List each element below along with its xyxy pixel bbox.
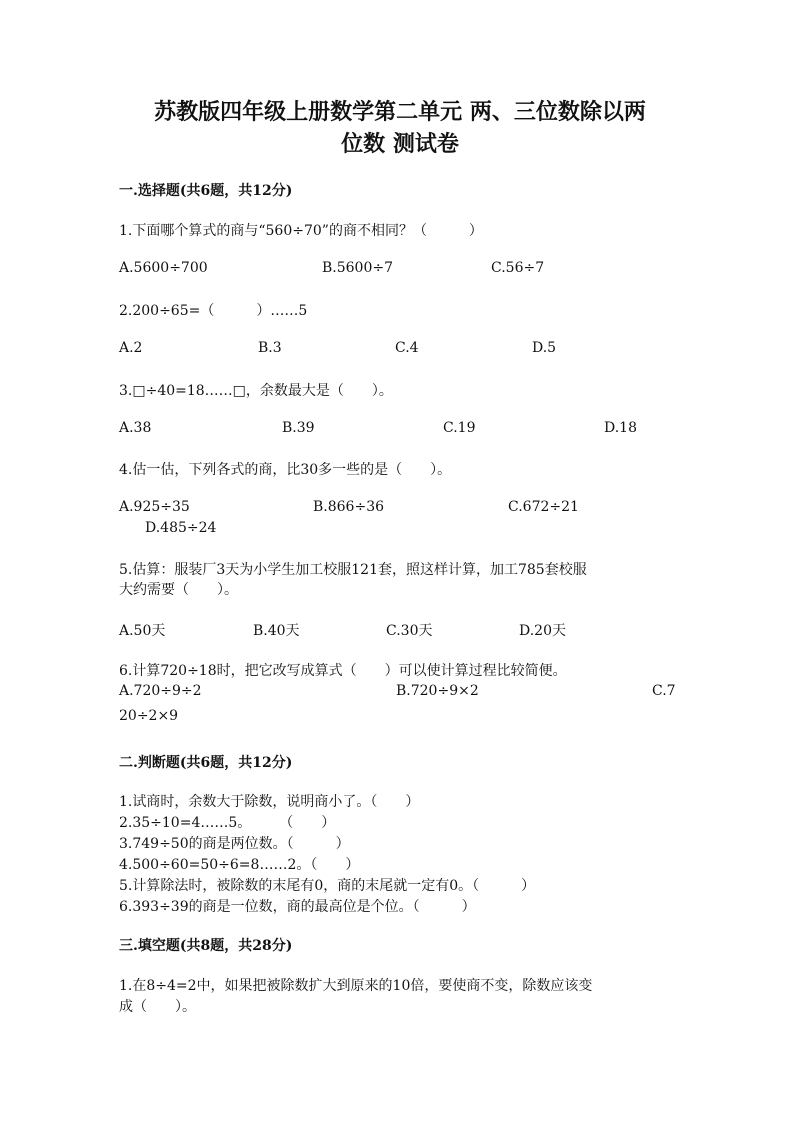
section-heading-true-false: 二.判断题(共6题，共12分) [119, 755, 293, 771]
option-b: B.866÷36 [313, 499, 385, 515]
option-a: A.38 [119, 420, 152, 436]
option-b: B.720÷9×2 [396, 683, 479, 699]
question-stem: 1.下面哪个算式的商与“560÷70”的商不相同？（ ） [119, 223, 483, 239]
question-stem-line-1: 1.在8÷4=2中，如果把被除数扩大到原来的10倍，要使商不变，除数应该变 [119, 978, 593, 994]
true-false-item: 5.计算除法时，被除数的末尾有0，商的末尾就一定有0。（ ） [119, 878, 536, 894]
option-c: C.19 [443, 420, 476, 436]
option-c: C.7 [652, 683, 676, 699]
option-b: B.40天 [253, 623, 300, 639]
option-c: C.4 [395, 340, 419, 356]
question-stem-line-2: 大约需要（ ）。 [119, 582, 238, 598]
option-d: D.485÷24 [145, 520, 217, 536]
option-c: C.30天 [386, 623, 433, 639]
section-heading-fill-blank: 三.填空题(共8题，共28分) [119, 938, 293, 954]
option-d: D.18 [604, 420, 637, 436]
option-b: B.39 [282, 420, 315, 436]
option-c-continued: 20÷2×9 [119, 708, 179, 724]
option-a: A.925÷35 [119, 499, 190, 515]
option-a: A.720÷9÷2 [119, 683, 202, 699]
page-title-line-2: 位数 测试卷 [341, 131, 459, 157]
question-stem: 6.计算720÷18时，把它改写成算式（ ）可以使计算过程比较简便。 [119, 663, 567, 679]
option-a: A.5600÷700 [119, 260, 208, 276]
page-title-line-1: 苏教版四年级上册数学第二单元 两、三位数除以两 [154, 99, 646, 125]
option-d: D.20天 [519, 623, 566, 639]
question-stem: 2.200÷65=（ ）……5 [119, 303, 308, 319]
option-b: B.3 [258, 340, 282, 356]
true-false-item: 1.试商时，余数大于除数，说明商小了。（ ） [119, 794, 420, 810]
true-false-item: 2.35÷10=4……5。 （ ） [119, 815, 336, 831]
option-b: B.5600÷7 [322, 260, 394, 276]
true-false-item: 4.500÷60=50÷6=8……2。（ ） [119, 857, 360, 873]
true-false-item: 3.749÷50的商是两位数。（ ） [119, 836, 350, 852]
option-d: D.5 [532, 340, 557, 356]
option-a: A.2 [119, 340, 143, 356]
question-stem-line-2: 成（ ）。 [119, 999, 196, 1015]
question-stem: 3.□÷40=18……□，余数最大是（ ）。 [119, 383, 393, 399]
question-stem-line-1: 5.估算：服装厂3天为小学生加工校服121套，照这样计算，加工785套校服 [119, 562, 587, 578]
option-a: A.50天 [119, 623, 166, 639]
question-stem: 4.估一估，下列各式的商，比30多一些的是（ ）。 [119, 462, 452, 478]
option-c: C.672÷21 [508, 499, 579, 515]
section-heading-choice: 一.选择题(共6题，共12分) [119, 183, 293, 199]
true-false-item: 6.393÷39的商是一位数，商的最高位是个位。（ ） [119, 899, 476, 915]
option-c: C.56÷7 [491, 260, 545, 276]
